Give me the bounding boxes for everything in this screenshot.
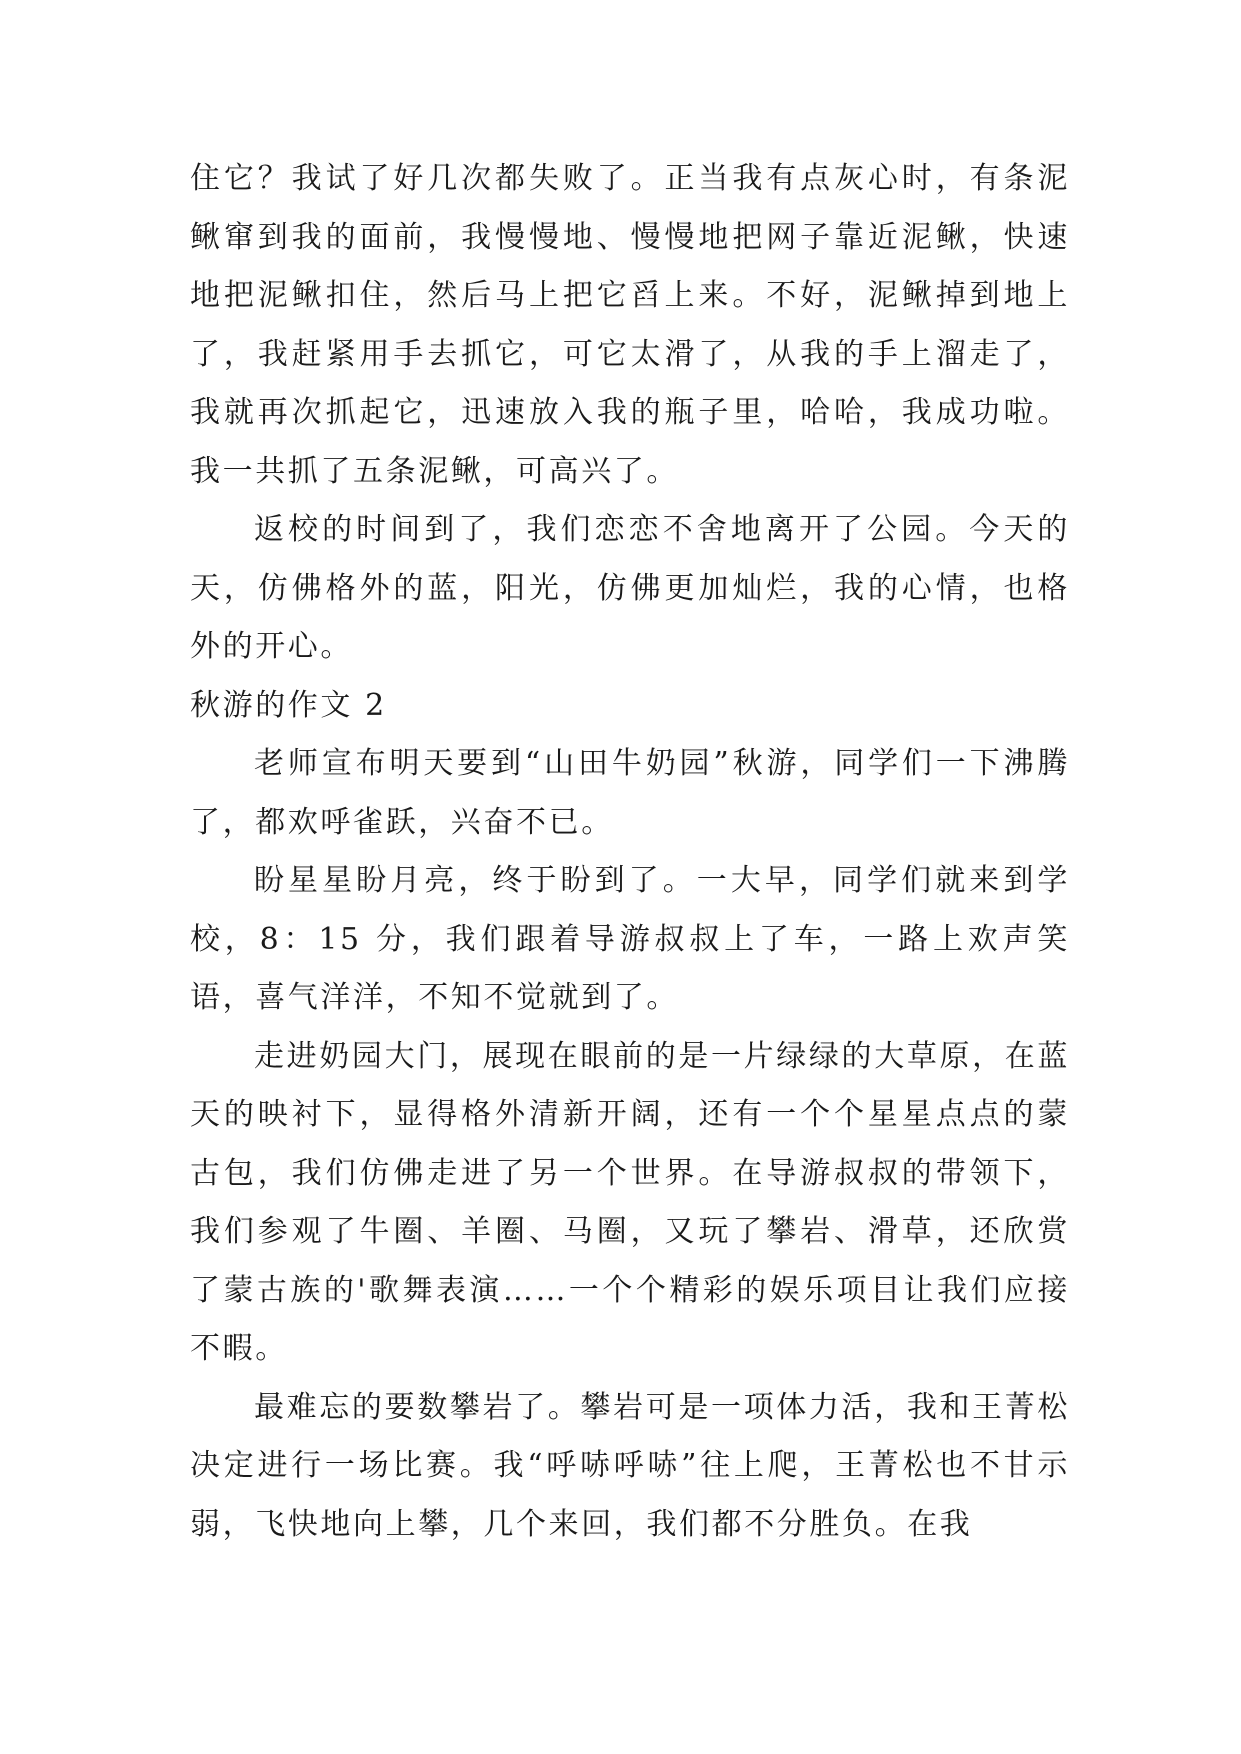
paragraph-4: 盼星星盼月亮，终于盼到了。一大早，同学们就来到学校，8：15 分，我们跟着导游叔叔上了车，一路上欢声笑语，喜气洋洋，不知不觉就到了。 (190, 863, 1070, 1015)
paragraph-1: 住它？我试了好几次都失败了。正当我有点灰心时，有条泥鳅窜到我的面前，我慢慢地、慢慢地把网子靠近泥鳅，快速地把泥鳅扣住，然后马上把它舀上来。不好，泥鳅掉到地上了，我赶紧用手去抓它，可它太滑了，从我的手上溜走了，我就再次抓起它，迅速放入我的瓶子里，哈哈，我成功啦。我一共抓了五条泥鳅，可高兴了。 (190, 161, 1070, 489)
paragraph-3: 老师宣布明天要到“山田牛奶园”秋游，同学们一下沸腾了，都欢呼雀跃，兴奋不已。 (190, 746, 1070, 840)
section-heading: 秋游的作文 2 (190, 687, 387, 723)
paragraph-2: 返校的时间到了，我们恋恋不舍地离开了公园。今天的天，仿佛格外的蓝，阳光，仿佛更加灿烂，我的心情，也格外的开心。 (190, 512, 1070, 664)
paragraph-6: 最难忘的要数攀岩了。攀岩可是一项体力活，我和王菁松决定进行一场比赛。我“呼哧呼哧”往上爬，王菁松也不甘示弱，飞快地向上攀，几个来回，我们都不分胜负。在我 (190, 1389, 1070, 1542)
document-page (190, 150, 1070, 1554)
paragraph-5: 走进奶园大门，展现在眼前的是一片绿绿的大草原，在蓝天的映衬下，显得格外清新开阔，还有一个个星星点点的蒙古包，我们仿佛走进了另一个世界。在导游叔叔的带领下，我们参观了牛圈、羊圈、马圈，又玩了攀岩、滑草，还欣赏了蒙古族的'歌舞表演……一个个精彩的娱乐项目让我们应接不暇。 (190, 1038, 1070, 1366)
